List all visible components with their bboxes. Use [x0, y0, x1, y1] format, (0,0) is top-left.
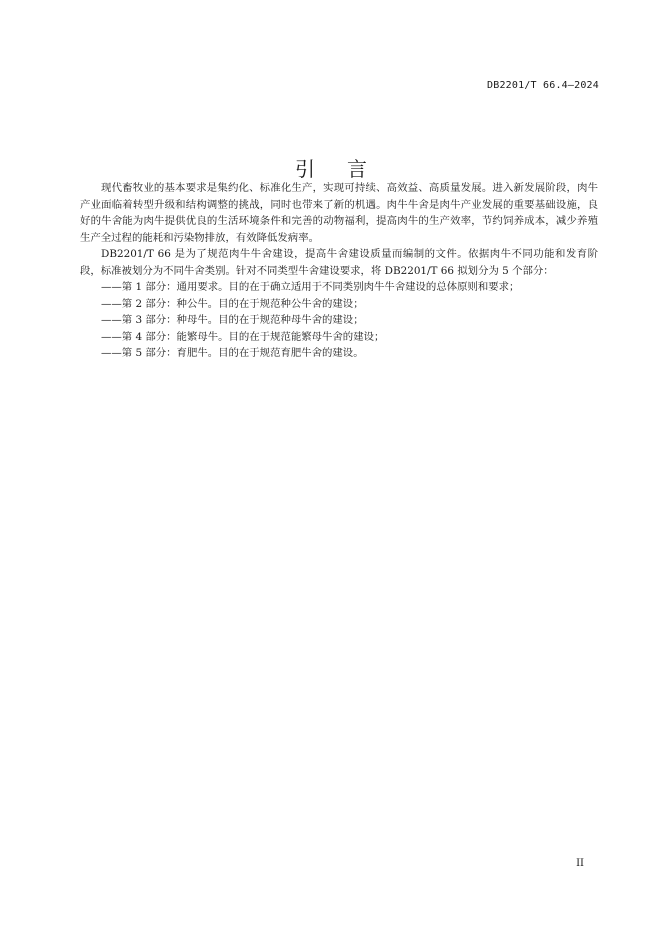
part-item-1: ——第 1 部分：通用要求。目的在于确立适用于不同类别肉牛牛舍建设的总体原则和要求；	[101, 281, 520, 293]
part-item-4: ——第 4 部分：能繁母牛。目的在于规范能繁母牛舍的建设；	[101, 330, 385, 343]
parts-list	[80, 279, 598, 362]
introduction-body	[80, 180, 598, 362]
part-item-5: ——第 5 部分：育肥牛。目的在于规范育肥牛舍的建设。	[101, 347, 364, 359]
part-item-3: ——第 3 部分：种母牛。目的在于规范种母牛舍的建设；	[101, 314, 364, 326]
document-code: DB2201/T 66.4—2024	[487, 80, 599, 91]
intro-paragraph-2: DB2201/T 66 是为了规范肉牛牛舍建设，提高牛舍建设质量而编制的文件。依据肉牛不同功能和发育阶段，标准被划分为不同牛舍类别。针对不同类型牛舍建设要求，将 DB2201/T 66 拟划分为 5 个部分：	[80, 248, 598, 277]
intro-paragraph-1: 现代畜牧业的基本要求是集约化、标准化生产，实现可持续、高效益、高质量发展。进入新发展阶段，肉牛产业面临着转型升级和结构调整的挑战，同时也带来了新的机遇。肉牛牛舍是肉牛产业发展的重要基础设施，良好的牛舍能为肉牛提供优良的生活环境条件和完善的动物福利，提高肉牛的生产效率，节约饲养成本，减少养殖生产全过程的能耗和污染物排放，有效降低发病率。	[80, 182, 598, 244]
page-title: 引言	[295, 157, 399, 182]
page-number: II	[576, 858, 584, 869]
part-item-2: ——第 2 部分：种公牛。目的在于规范种公牛舍的建设；	[101, 297, 364, 310]
